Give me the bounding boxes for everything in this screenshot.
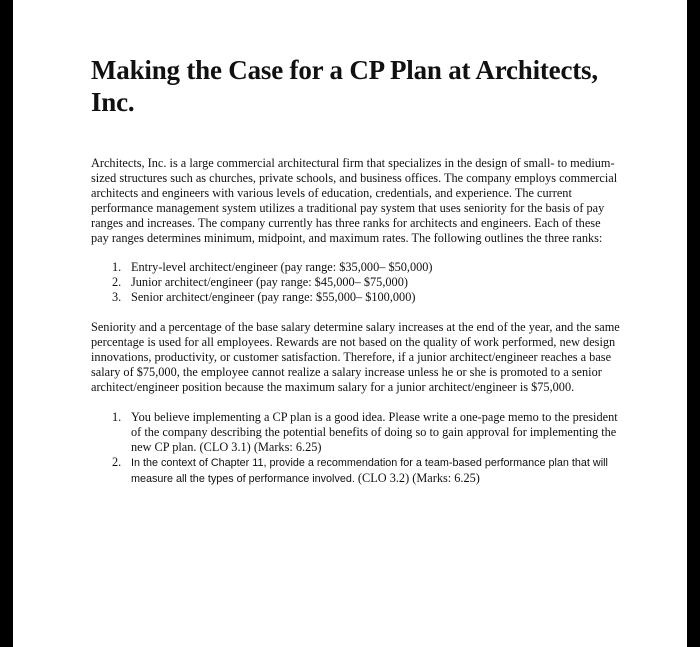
list-item bbox=[112, 290, 621, 305]
list-number: 1. bbox=[112, 410, 122, 424]
document-page bbox=[13, 0, 687, 647]
list-item bbox=[112, 455, 621, 487]
questions-list bbox=[91, 410, 621, 487]
document-title: Making the Case for a CP Plan at Architects, Inc. bbox=[91, 55, 598, 117]
question-clo: (CLO 3.2) (Marks: 6.25) bbox=[354, 471, 480, 485]
list-item bbox=[112, 275, 621, 290]
intro-paragraph: Architects, Inc. is a large commercial architectural firm that specializes in the design of small- to medium-sized structures such as churches, private schools, and business offices. The company employs commercial architects and engineers with various levels of education, credentials, and experience. The current performance management system utilizes a traditional pay system that uses seniority for the basis of pay ranges and increases. The company currently has three ranks for architects and engineers. Each of these pay ranges determines minimum, midpoint, and maximum rates. The following outlines the three ranks: bbox=[91, 156, 618, 245]
rank-text: Entry-level architect/engineer (pay range: $35,000– $50,000) bbox=[131, 260, 433, 274]
list-number: 1. bbox=[112, 260, 122, 274]
list-number: 2. bbox=[112, 275, 122, 289]
question-text: In the context of Chapter 11, provide a recommendation for a team-based performance plan that will measure all the types of performance involved. bbox=[131, 457, 608, 485]
list-number: 2. bbox=[112, 455, 122, 469]
rank-text: Senior architect/engineer (pay range: $55,000– $100,000) bbox=[131, 290, 416, 304]
document-content bbox=[91, 54, 621, 487]
ranks-list bbox=[91, 260, 621, 305]
question-text: You believe implementing a CP plan is a good idea. Please write a one-page memo to the president of the company describing the potential benefits of doing so to gain approval for implementing the new CP plan. (CLO 3.1) (Marks: 6.25) bbox=[131, 410, 618, 454]
rank-text: Junior architect/engineer (pay range: $45,000– $75,000) bbox=[131, 275, 408, 289]
list-item bbox=[112, 410, 621, 455]
list-number: 3. bbox=[112, 290, 122, 304]
seniority-paragraph: Seniority and a percentage of the base salary determine salary increases at the end of the year, and the same percentage is used for all employees. Rewards are not based on the quality of work performed, new design innovations, productivity, or customer satisfaction. Therefore, if a junior architect/engineer reaches a base salary of $75,000, the employee cannot realize a salary increase unless he or she is promoted to a senior architect/engineer position because the maximum salary for a junior architect/engineer is $75,000. bbox=[91, 320, 620, 394]
list-item bbox=[112, 260, 621, 275]
